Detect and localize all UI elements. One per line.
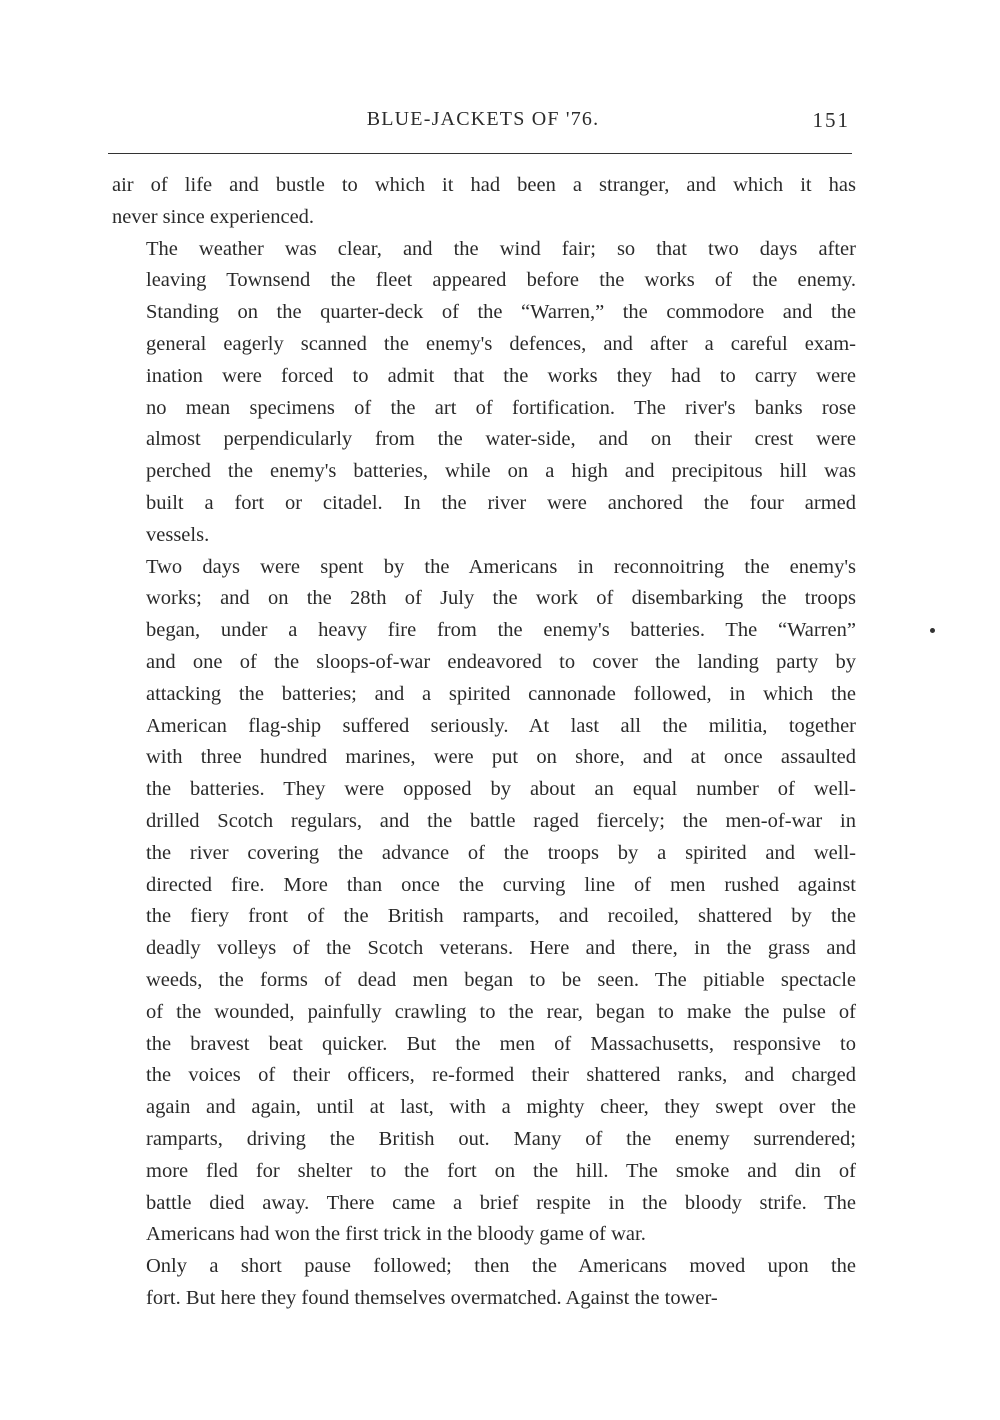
text-line: deadly volleys of the Scotch veterans. Here and there, in the grass and xyxy=(146,937,856,960)
text-line: Standing on the quarter-deck of the “Warren,” the commodore and the xyxy=(146,301,856,324)
text-line: Only a short pause followed; then the Americans moved upon the xyxy=(146,1255,856,1278)
text-line: more fled for shelter to the fort on the hill. The smoke and din of xyxy=(146,1159,856,1182)
text-line: fort. But here they found themselves overmatched. Against the tower- xyxy=(146,1286,718,1309)
text-line: the batteries. They were opposed by about an equal number of well- xyxy=(146,778,856,801)
text-line: the bravest beat quicker. But the men of Massachusetts, responsive to xyxy=(146,1032,856,1055)
text-line: the river covering the advance of the troops by a spirited and well- xyxy=(146,841,856,864)
text-line: never since experienced. xyxy=(112,205,315,228)
text-line: The weather was clear, and the wind fair; so that two days after xyxy=(146,237,856,260)
text-line: and one of the sloops-of-war endeavored to cover the landing party by xyxy=(146,650,856,673)
text-line: directed fire. More than once the curving line of men rushed against xyxy=(146,873,856,896)
text-line: again and again, until at last, with a mighty cheer, they swept over the xyxy=(146,1096,856,1119)
paragraph xyxy=(112,170,856,234)
text-line: ramparts, driving the British out. Many of the enemy surrendered; xyxy=(146,1127,856,1150)
text-line: weeds, the forms of dead men began to be seen. The pitiable spectacle xyxy=(146,968,856,991)
text-line: Two days were spent by the Americans in reconnoitring the enemy's xyxy=(146,555,856,578)
running-title: BLUE-JACKETS OF '76. xyxy=(366,108,600,130)
ink-speck xyxy=(930,628,935,633)
header-rule xyxy=(108,153,852,154)
paragraph xyxy=(112,1251,856,1315)
text-line: built a fort or citadel. In the river were anchored the four armed xyxy=(146,491,856,514)
running-head xyxy=(110,108,856,138)
text-line: the voices of their officers, re-formed their shattered ranks, and charged xyxy=(146,1064,856,1087)
text-line: attacking the batteries; and a spirited cannonade followed, in which the xyxy=(146,682,856,705)
body-text xyxy=(112,170,856,1315)
text-line: of the wounded, painfully crawling to the rear, began to make the pulse of xyxy=(146,1000,856,1023)
text-line: almost perpendicularly from the water-side, and on their crest were xyxy=(146,428,856,451)
text-line: the fiery front of the British ramparts, and recoiled, shattered by the xyxy=(146,905,856,928)
text-line: leaving Townsend the fleet appeared before the works of the enemy. xyxy=(146,269,856,292)
text-line: vessels. xyxy=(146,523,210,546)
text-line: with three hundred marines, were put on shore, and at once assaulted xyxy=(146,746,856,769)
paragraph xyxy=(112,234,856,552)
text-line: works; and on the 28th of July the work of disembarking the troops xyxy=(146,587,856,610)
text-line: began, under a heavy fire from the enemy's batteries. The “Warren” xyxy=(146,619,856,642)
text-line: drilled Scotch regulars, and the battle raged fiercely; the men-of-war in xyxy=(146,809,856,832)
text-line: battle died away. There came a brief respite in the bloody strife. The xyxy=(146,1191,856,1214)
text-line: ination were forced to admit that the works they had to carry were xyxy=(146,364,856,387)
text-line: American flag-ship suffered seriously. At last all the militia, together xyxy=(146,714,856,737)
text-line: perched the enemy's batteries, while on a high and precipitous hill was xyxy=(146,460,856,483)
text-line: Americans had won the first trick in the bloody game of war. xyxy=(146,1223,646,1246)
text-line: general eagerly scanned the enemy's defences, and after a careful exam- xyxy=(146,332,856,355)
paragraph xyxy=(112,552,856,1252)
page-number: 151 xyxy=(812,108,850,132)
text-line: air of life and bustle to which it had been a stranger, and which it has xyxy=(112,174,856,196)
text-line: no mean specimens of the art of fortification. The river's banks rose xyxy=(146,396,856,419)
